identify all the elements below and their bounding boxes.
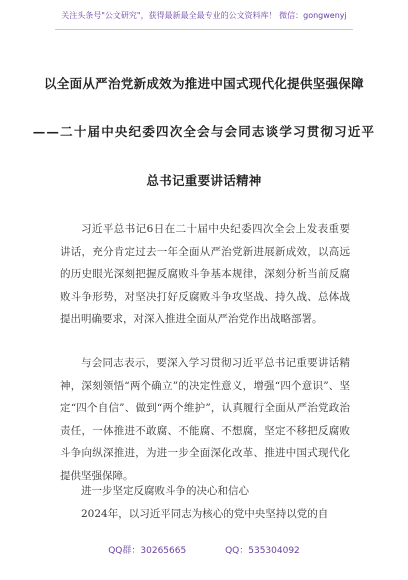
section-subheading: 进一步坚定反腐败斗争的决心和信心 [81, 485, 249, 497]
paragraph-block-2 [60, 352, 350, 487]
contact-footer [0, 543, 408, 556]
body-paragraph: 与会同志表示，要深入学习贯彻习近平总书记重要讲话精神，深刻领悟“两个确立”的决定性意义，增强“四个意识”、坚定“四个自信”、做到“两个维护”，认真履行全面从严治党政治责任，一体推进不敢腐、不能腐、不想腐，坚定不移把反腐败斗争向纵深推进，为进一步全面深化改革、推进中国式现代化提供坚强保障。 [60, 357, 350, 482]
header-divider [55, 29, 353, 30]
paragraph-block-1 [60, 218, 350, 331]
promo-header: 关注头条号"公文研究"，获得最新最全最专业的公文资料库！ 微信：gongwenyj [61, 11, 347, 20]
document-title: 以全面从严治党新成效为推进中国式现代化提供坚强保障 [43, 76, 364, 91]
document-subtitle-line1: ——二十届中央纪委四次全会与会同志谈学习贯彻习近平 [32, 124, 376, 139]
body-paragraph: 习近平总书记6日在二十届中央纪委四次全会上发表重要讲话，充分肯定过去一年全面从严治党新进展新成效，以高远的历史眼光深刻把握反腐败斗争基本规律，深刻分析当前反腐败斗争形势，对坚决打好反腐败斗争攻坚战、持久战、总体战提出明确要求，对深入推进全面从严治党作出战略部署。 [60, 223, 350, 325]
qq-number: QQ：535304092 [225, 546, 300, 556]
document-subtitle-line2: 总书记重要讲话精神 [146, 173, 262, 188]
qq-group-number: QQ群：30265665 [108, 546, 187, 556]
body-paragraph-start: 2024年，以习近平同志为核心的党中央坚持以党的自 [81, 508, 329, 520]
